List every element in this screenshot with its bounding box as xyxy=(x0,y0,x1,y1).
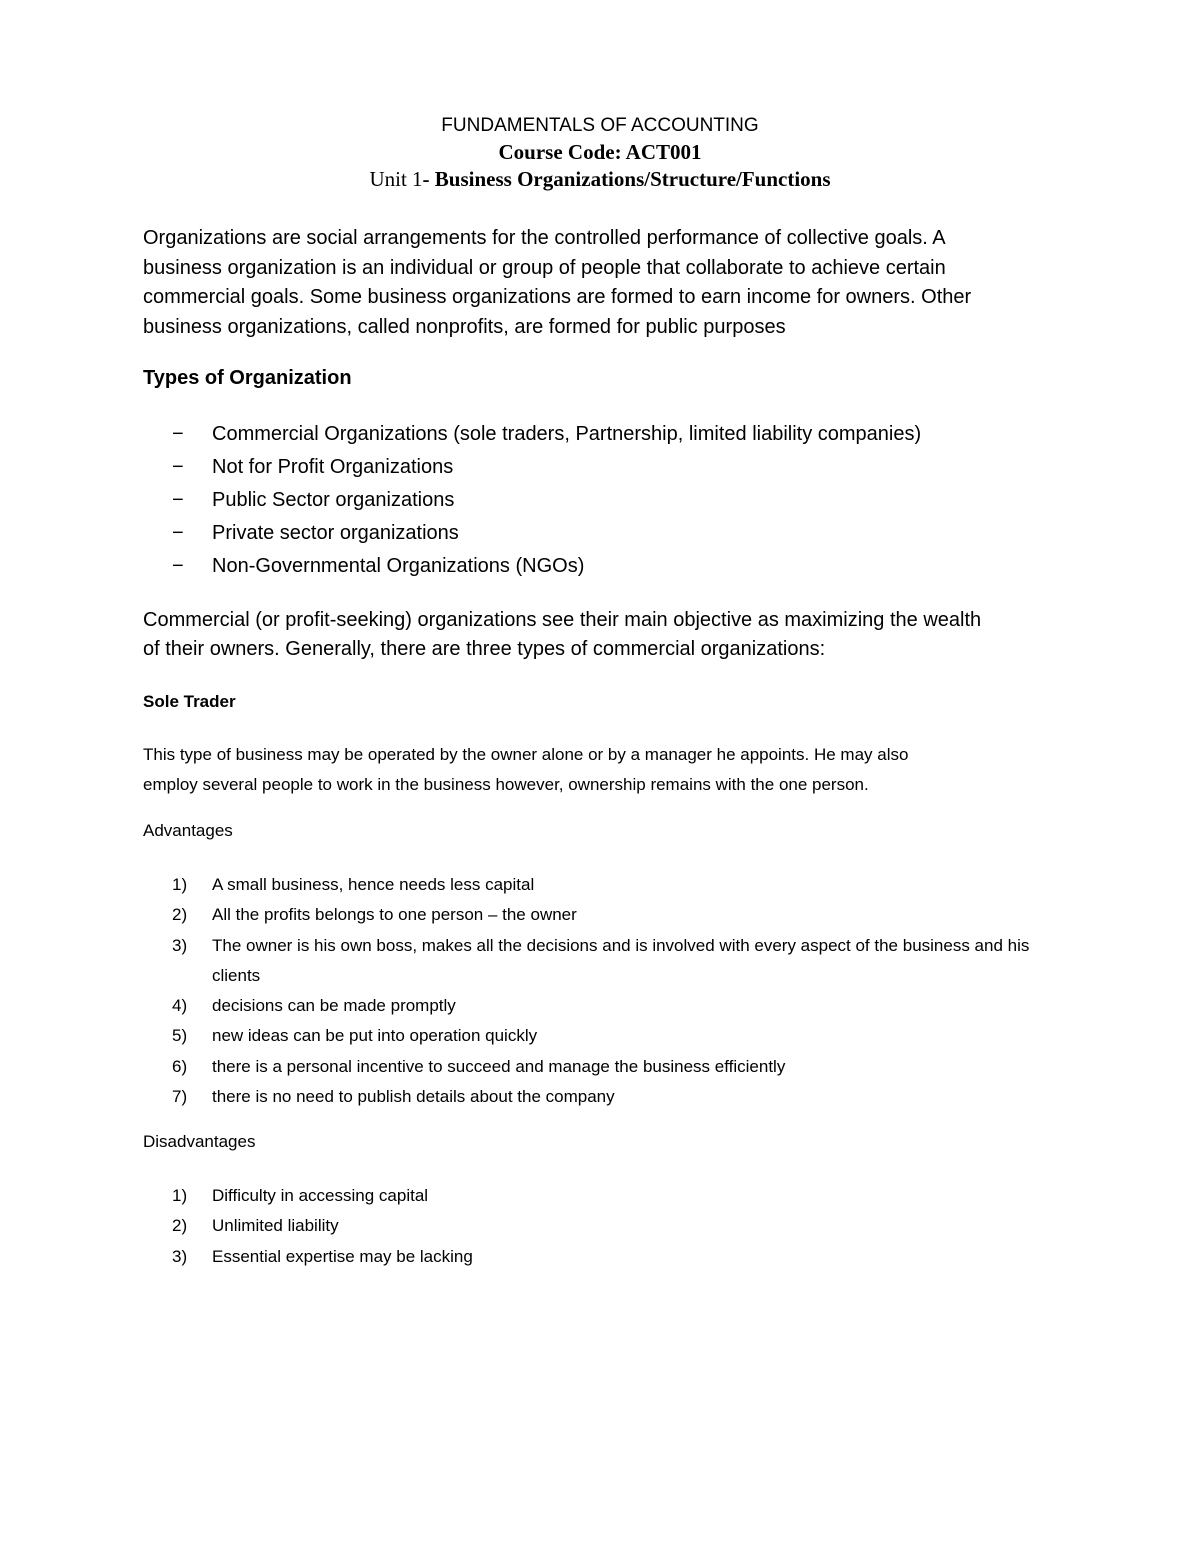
list-item-text: Unlimited liability xyxy=(212,1216,339,1236)
list-item-text: there is no need to publish details about the company xyxy=(212,1087,615,1107)
commercial-line: Commercial (or profit-seeking) organizations see their main objective as maximizing the wealth xyxy=(143,609,982,631)
dash-bullet: − xyxy=(172,489,184,511)
intro-line: business organizations, called nonprofits, are formed for public purposes xyxy=(143,315,786,338)
list-item xyxy=(172,1242,1052,1272)
sole-trader-paragraph xyxy=(143,740,1073,800)
sole-trader-line: employ several people to work in the business however, ownership remains with the one person. xyxy=(143,775,869,794)
list-item-text: Not for Profit Organizations xyxy=(212,456,454,478)
list-number: 3) xyxy=(172,935,188,955)
list-item xyxy=(172,1181,1052,1211)
list-number: 1) xyxy=(172,1186,188,1205)
intro-line: business organization is an individual or group of people that collaborate to achieve certain xyxy=(143,256,946,279)
list-number: 5) xyxy=(172,1026,188,1046)
list-item xyxy=(172,421,921,454)
dash-bullet: − xyxy=(172,456,184,478)
list-item xyxy=(172,931,1052,992)
advantages-heading: Advantages xyxy=(143,821,233,840)
list-item xyxy=(172,870,1052,900)
list-item-text: Difficulty in accessing capital xyxy=(212,1186,429,1205)
disadvantages-heading: Disadvantages xyxy=(143,1132,256,1151)
intro-paragraph xyxy=(143,224,1063,342)
list-item-text: Non-Governmental Organizations (NGOs) xyxy=(212,555,585,577)
intro-line: commercial goals. Some business organizations are formed to earn income for owners. Other xyxy=(143,286,972,308)
list-number: 1) xyxy=(172,875,188,894)
list-item xyxy=(172,454,921,487)
types-list xyxy=(172,421,921,586)
list-number: 4) xyxy=(172,996,188,1016)
list-item xyxy=(172,1021,1052,1051)
dash-bullet: − xyxy=(172,555,184,577)
types-heading: Types of Organization xyxy=(143,367,352,389)
sole-trader-line: This type of business may be operated by the owner alone or by a manager he appoints. He may also xyxy=(143,745,909,764)
commercial-paragraph xyxy=(143,606,1083,664)
list-item-text: Private sector organizations xyxy=(212,522,459,544)
list-item xyxy=(172,487,921,520)
list-item-text: The owner is his own boss, makes all the decisions and is involved with every aspect of the business and his clients xyxy=(212,935,1030,985)
dash-bullet: − xyxy=(172,522,184,544)
list-item-text: All the profits belongs to one person – the owner xyxy=(212,905,577,925)
unit-title xyxy=(0,167,1200,192)
dash-bullet: − xyxy=(172,423,184,445)
list-number: 2) xyxy=(172,1216,188,1236)
list-item-text: Commercial Organizations (sole traders, Partnership, limited liability companies) xyxy=(212,423,922,445)
list-item-text: new ideas can be put into operation quickly xyxy=(212,1026,538,1046)
list-number: 3) xyxy=(172,1246,188,1266)
disadvantages-list xyxy=(172,1181,1052,1272)
list-item-text: Public Sector organizations xyxy=(212,489,455,511)
sole-trader-heading: Sole Trader xyxy=(143,692,236,711)
document-title: FUNDAMENTALS OF ACCOUNTING xyxy=(441,115,759,136)
list-item-text: decisions can be made promptly xyxy=(212,996,456,1016)
list-number: 6) xyxy=(172,1056,188,1076)
list-item xyxy=(172,1082,1052,1112)
unit-rest: - Business Organizations/Structure/Functions xyxy=(422,167,831,191)
list-item xyxy=(172,991,1052,1021)
intro-line: Organizations are social arrangements for the controlled performance of collective goals. A xyxy=(143,227,946,249)
commercial-line: of their owners. Generally, there are three types of commercial organizations: xyxy=(143,638,826,660)
list-item-text: Essential expertise may be lacking xyxy=(212,1246,473,1266)
course-code: Course Code: ACT001 xyxy=(498,140,702,164)
list-item xyxy=(172,553,921,586)
list-item-text: there is a personal incentive to succeed and manage the business efficiently xyxy=(212,1056,786,1076)
unit-prefix: Unit 1 xyxy=(369,167,423,191)
advantages-list xyxy=(172,870,1052,1112)
list-item xyxy=(172,520,921,553)
list-item-text: A small business, hence needs less capital xyxy=(212,875,535,894)
list-item xyxy=(172,1052,1052,1082)
list-item xyxy=(172,1211,1052,1241)
list-number: 2) xyxy=(172,905,188,925)
list-item xyxy=(172,900,1052,930)
list-number: 7) xyxy=(172,1087,188,1107)
